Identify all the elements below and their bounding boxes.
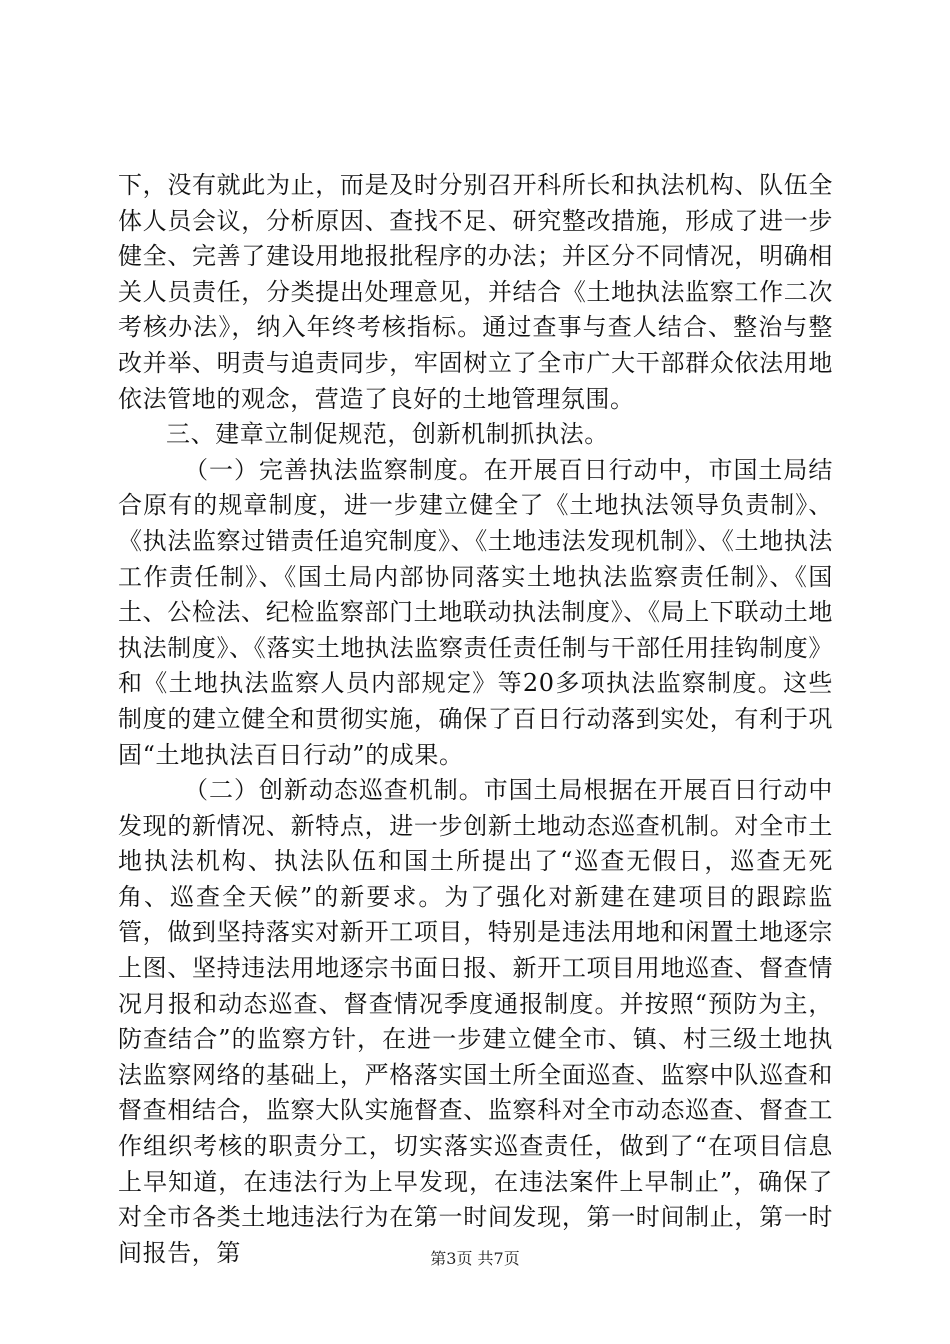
paragraph-continuation: 下，没有就此为止，而是及时分别召开科所长和执法机构、队伍全体人员会议，分析原因、查找不足、研究整改措施，形成了进一步健全、完善了建设用地报批程序的办法；并区分不同情况，明确相关人员责任，分类提出处理意见，并结合《土地执法监察工作二次考核办法》，纳入年终考核指标。通过查事与查人结合、整治与整改并举、明责与追责同步，牢固树立了全市广大干部群众依法用地依法管地的观念，营造了良好的土地管理氛围。: [118, 171, 833, 413]
document-body: [118, 168, 833, 1271]
section-heading-three: 三、建章立制促规范，创新机制抓执法。: [166, 420, 609, 449]
page-number-footer: 第3页 共7页: [430, 1249, 520, 1268]
paragraph-enforcement-system: （一）完善执法监察制度。在开展百日行动中，市国土局结合原有的规章制度，进一步建立健全了《土地执法领导负责制》、《执法监察过错责任追究制度》、《土地违法发现机制》、《土地执法工作责任制》、《国土局内部协同落实土地执法监察责任制》、《国土、公检法、纪检监察部门土地联动执法制度》、《局上下联动土地执法制度》、《落实土地执法监察责任责任制与干部任用挂钩制度》和《土地执法监察人员内部规定》等20多项执法监察制度。这些制度的建立健全和贯彻实施，确保了百日行动落到实处，有利于巩固“土地执法百日行动”的成果。: [118, 455, 833, 769]
paragraph-inspection-mechanism: （二）创新动态巡查机制。市国土局根据在开展百日行动中发现的新情况、新特点，进一步创新土地动态巡查机制。对全市土地执法机构、执法队伍和国土所提出了“巡查无假日，巡查无死角、巡查全天候”的新要求。为了强化对新建在建项目的跟踪监管，做到坚持落实对新开工项目，特别是违法用地和闲置土地逐宗上图、坚持违法用地逐宗书面日报、新开工项目用地巡查、督查情况月报和动态巡查、督查情况季度通报制度。并按照“预防为主，防查结合”的监察方针，在进一步建立健全市、镇、村三级土地执法监察网络的基础上，严格落实国土所全面巡查、监察中队巡查和督查相结合，监察大队实施督查、监察科对全市动态巡查、督查工作组织考核的职责分工，切实落实巡查责任，做到了“在项目信息上早知道，在违法行为上早发现，在违法案件上早制止”，确保了对全市各类土地违法行为在第一时间发现，第一时间制止，第一时间报告，第: [118, 776, 833, 1267]
